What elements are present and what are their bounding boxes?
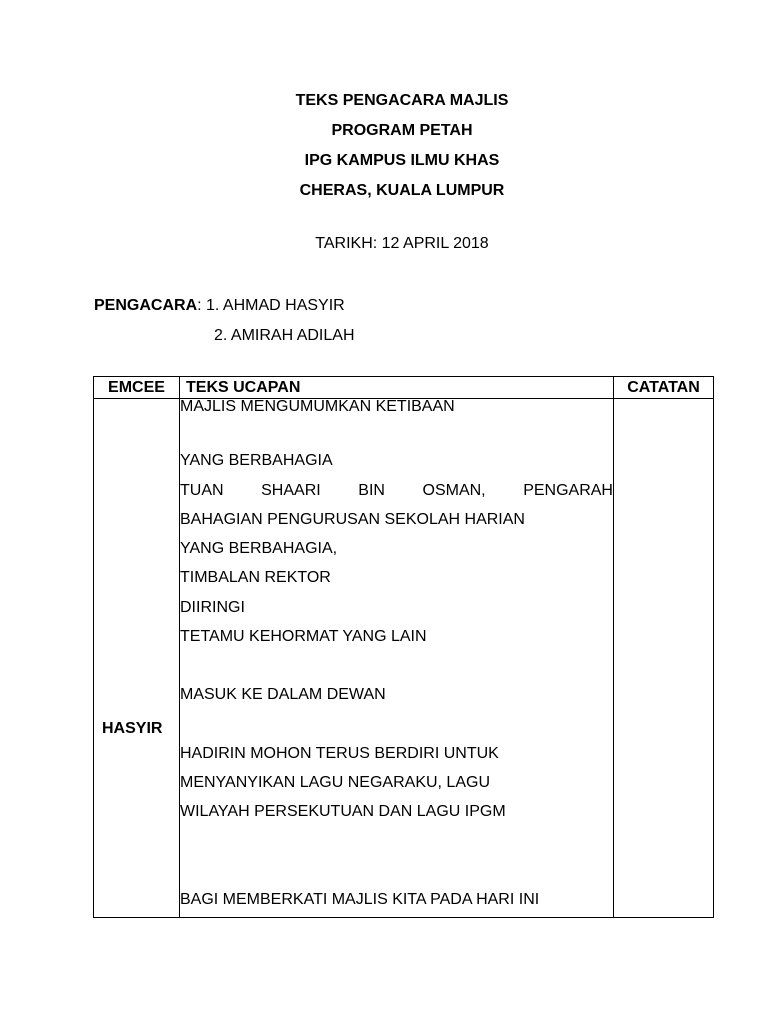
emcee-name-1: : 1. AHMAD HASYIR [197,297,345,314]
speech-line [180,417,613,446]
speech-line: YANG BERBAHAGIA [180,452,333,470]
speech-line: MAJLIS MENGUMUMKAN KETIBAAN [180,398,455,415]
speech-line [180,856,613,885]
header-text: TEKS UCAPAN [180,377,614,399]
row-emcee-name: HASYIR [102,720,163,737]
speech-line: BAGI MEMBERKATI MAJLIS KITA PADA HARI INI [180,891,540,908]
title-line-2: PROGRAM PETAH [331,122,473,139]
speech-line: TIMBALAN REKTOR [180,569,331,587]
script-table [93,376,714,918]
emcee-cell [94,399,180,918]
title-line-1: TEKS PENGACARA MAJLIS [295,92,509,109]
speech-text-cell [180,399,614,918]
speech-word: BIN [358,481,385,499]
header-notes: CATATAN [614,377,714,399]
speech-line: HADIRIN MOHON TERUS BERDIRI UNTUK [180,744,499,762]
emcee-name-2: 2. AMIRAH ADILAH [214,327,355,344]
speech-line [180,476,613,505]
document-title [0,86,768,206]
speech-line [180,827,613,856]
speech-line [180,710,613,739]
header-emcee: EMCEE [94,377,180,399]
speech-line: MASUK KE DALAM DEWAN [180,686,386,704]
speech-line: BAHAGIAN PENGURUSAN SEKOLAH HARIAN [180,510,525,528]
speech-word: TUAN [180,481,224,499]
title-line-3: IPG KAMPUS ILMU KHAS [304,152,500,169]
speech-word: OSMAN, [422,481,486,499]
speech-line: DIIRINGI [180,598,245,616]
speech-line [180,651,613,680]
emcee-row-1 [94,291,355,321]
table-row [94,399,714,918]
speech-line: TETAMU KEHORMAT YANG LAIN [180,627,427,645]
emcee-row-2 [94,321,355,351]
emcee-list [94,291,355,351]
emcee-label: PENGACARA [94,297,198,314]
event-date: TARIKH: 12 APRIL 2018 [315,235,489,252]
speech-line: MENYANYIKAN LAGU NEGARAKU, LAGU [180,774,490,791]
speech-word: PENGARAH [523,481,613,499]
notes-cell [614,399,714,918]
speech-word: SHAARI [261,481,321,499]
table-header-row [94,377,714,399]
speech-line: YANG BERBAHAGIA, [180,540,338,557]
speech-line: WILAYAH PERSEKUTUAN DAN LAGU IPGM [180,803,506,821]
title-line-4: CHERAS, KUALA LUMPUR [299,182,505,199]
